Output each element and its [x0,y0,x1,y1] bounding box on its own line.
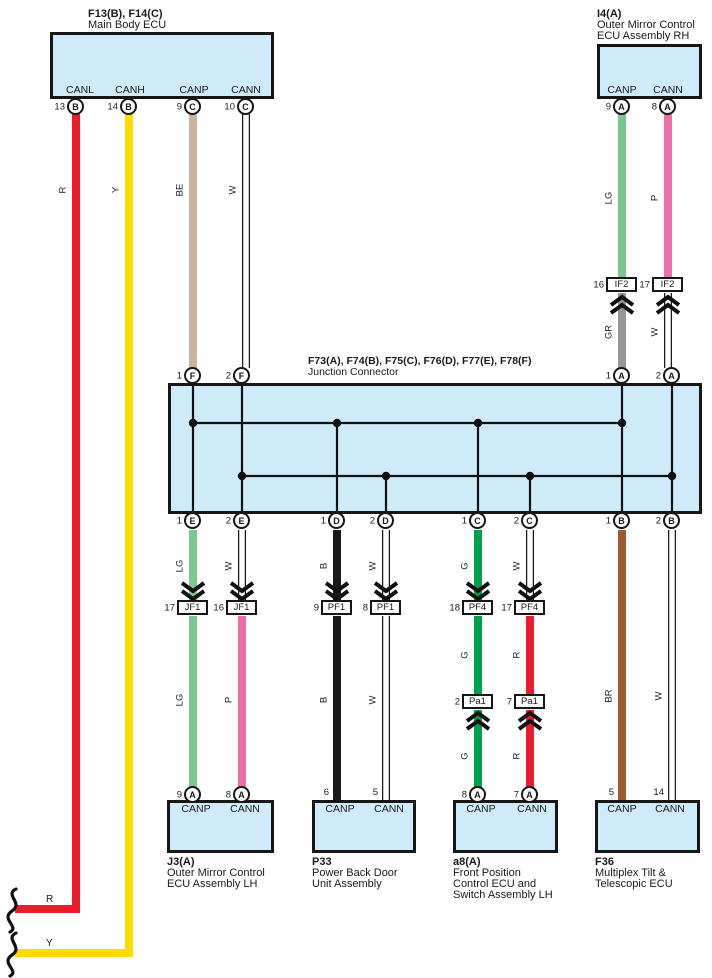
wire-label-w: W [511,561,523,571]
pin-number: 5 [372,787,378,798]
wire-label-g: G [459,752,471,760]
wire-label-p: P [223,696,235,704]
wire-label-lg: LG [174,693,186,707]
f36-code: F36 [595,856,614,868]
j3-name2: ECU Assembly LH [167,878,258,890]
pin-circle: 1 B [613,512,630,529]
connector-jf1-right: 16 JF1 [226,600,257,615]
wire-label-r: R [511,752,523,760]
p33-name2: Unit Assembly [312,878,382,890]
wire-label-gr: GR [603,324,615,340]
pin-label-canp: CANP [179,84,209,96]
wire-label-w: W [653,691,665,701]
pin-circle: 9 A [184,786,201,803]
junction-code: F73(A), F74(B), F75(C), F76(D), F77(E), F78(F) [308,355,532,367]
j3-name1: Outer Mirror Control [167,867,265,879]
pin-label-canp: CANP [607,803,637,815]
pin-label-canl: CANL [65,84,95,96]
pin-circle: 9 A [613,98,630,115]
a8-name3: Switch Assembly LH [453,889,553,901]
j3-code: J3(A) [167,856,195,868]
junction-name: Junction Connector [308,366,399,378]
connector-pa1-left: 2 Pa1 [462,694,493,709]
connector-pf4-right: 17 PF4 [514,600,545,615]
pin-circle: 8 A [469,786,486,803]
pin-label-canp: CANP [325,803,355,815]
pin-circle: 1 D [328,512,345,529]
connector-if2-left: 16 IF2 [606,277,637,292]
pin-circle: 9 C [184,98,201,115]
pin-circle: 2 A [663,367,680,384]
pin-label-canp: CANP [607,84,637,96]
pin-circle: 2 D [377,512,394,529]
wire-label-g: G [459,562,471,570]
mirror-rh-ecu-name1: Outer Mirror Control [597,19,695,31]
pin-circle: 2 C [521,512,538,529]
mirror-rh-ecu-code: I4(A) [597,8,622,20]
connector-pf1-left: 9 PF1 [321,600,352,615]
wire-label-w: W [649,327,661,337]
a8-name2: Control ECU and [453,878,537,890]
pin-label-cann: CANN [374,803,404,815]
wire-label-p: P [649,194,661,202]
pin-label-canp: CANP [466,803,496,815]
wire-label-br: BR [603,689,615,703]
p33-code: P33 [312,856,332,868]
pin-circle: 7 A [521,786,538,803]
pin-circle: 1 A [613,367,630,384]
pin-number: 6 [323,787,329,798]
pin-circle: 2 F [233,367,250,384]
connector-jf1-left: 17 JF1 [177,600,208,615]
pin-circle: 8 A [659,98,676,115]
pin-label-canp: CANP [181,803,211,815]
pin-number: 14 [653,787,664,798]
f36-name1: Multiplex Tilt & [595,867,666,879]
wire-label-y: Y [46,938,53,949]
p33-name1: Power Back Door [312,867,398,879]
pin-circle: 1 F [184,367,201,384]
connector-pf4-left: 18 PF4 [462,600,493,615]
connector-if2-right: 17 IF2 [652,277,683,292]
pin-circle: 1 E [184,512,201,529]
pin-circle: 14 B [120,98,137,115]
pin-label-cann: CANN [517,803,547,815]
wire-label-lg: LG [603,191,615,205]
wire-label-b: B [318,562,330,570]
a8-name1: Front Position [453,867,521,879]
main-body-ecu-name: Main Body ECU [88,19,167,31]
pin-label-cann: CANN [230,803,260,815]
connector-pf1-right: 8 PF1 [370,600,401,615]
connector-pa1-right: 7 Pa1 [514,694,545,709]
wire-label-r: R [511,651,523,659]
pin-circle: 1 C [469,512,486,529]
wire-label-r: R [46,894,54,905]
pin-label-canh: CANH [115,84,145,96]
wire-label-be: BE [174,183,186,197]
f36-name2: Telescopic ECU [595,878,673,890]
wire-label-lg: LG [174,559,186,573]
pin-circle: 2 B [663,512,680,529]
wire-label-r: R [57,186,69,194]
pin-circle: 2 E [233,512,250,529]
main-body-ecu-code: F13(B), F14(C) [88,8,163,20]
pin-label-cann: CANN [231,84,261,96]
pin-circle: 13 B [67,98,84,115]
wire-label-w: W [223,561,235,571]
wire-label-b: B [318,696,330,704]
pin-label-cann: CANN [655,803,685,815]
wire-label-y: Y [110,186,122,194]
a8-code: a8(A) [453,856,481,868]
wire-label-g: G [459,651,471,659]
pin-label-cann: CANN [653,84,683,96]
pin-number: 5 [608,787,614,798]
wire-label-w: W [227,185,239,195]
wire-label-w: W [367,561,379,571]
pin-circle: 8 A [233,786,250,803]
mirror-rh-ecu-name2: ECU Assembly RH [597,30,690,42]
wire-label-w: W [367,695,379,705]
pin-circle: 10 C [237,98,254,115]
